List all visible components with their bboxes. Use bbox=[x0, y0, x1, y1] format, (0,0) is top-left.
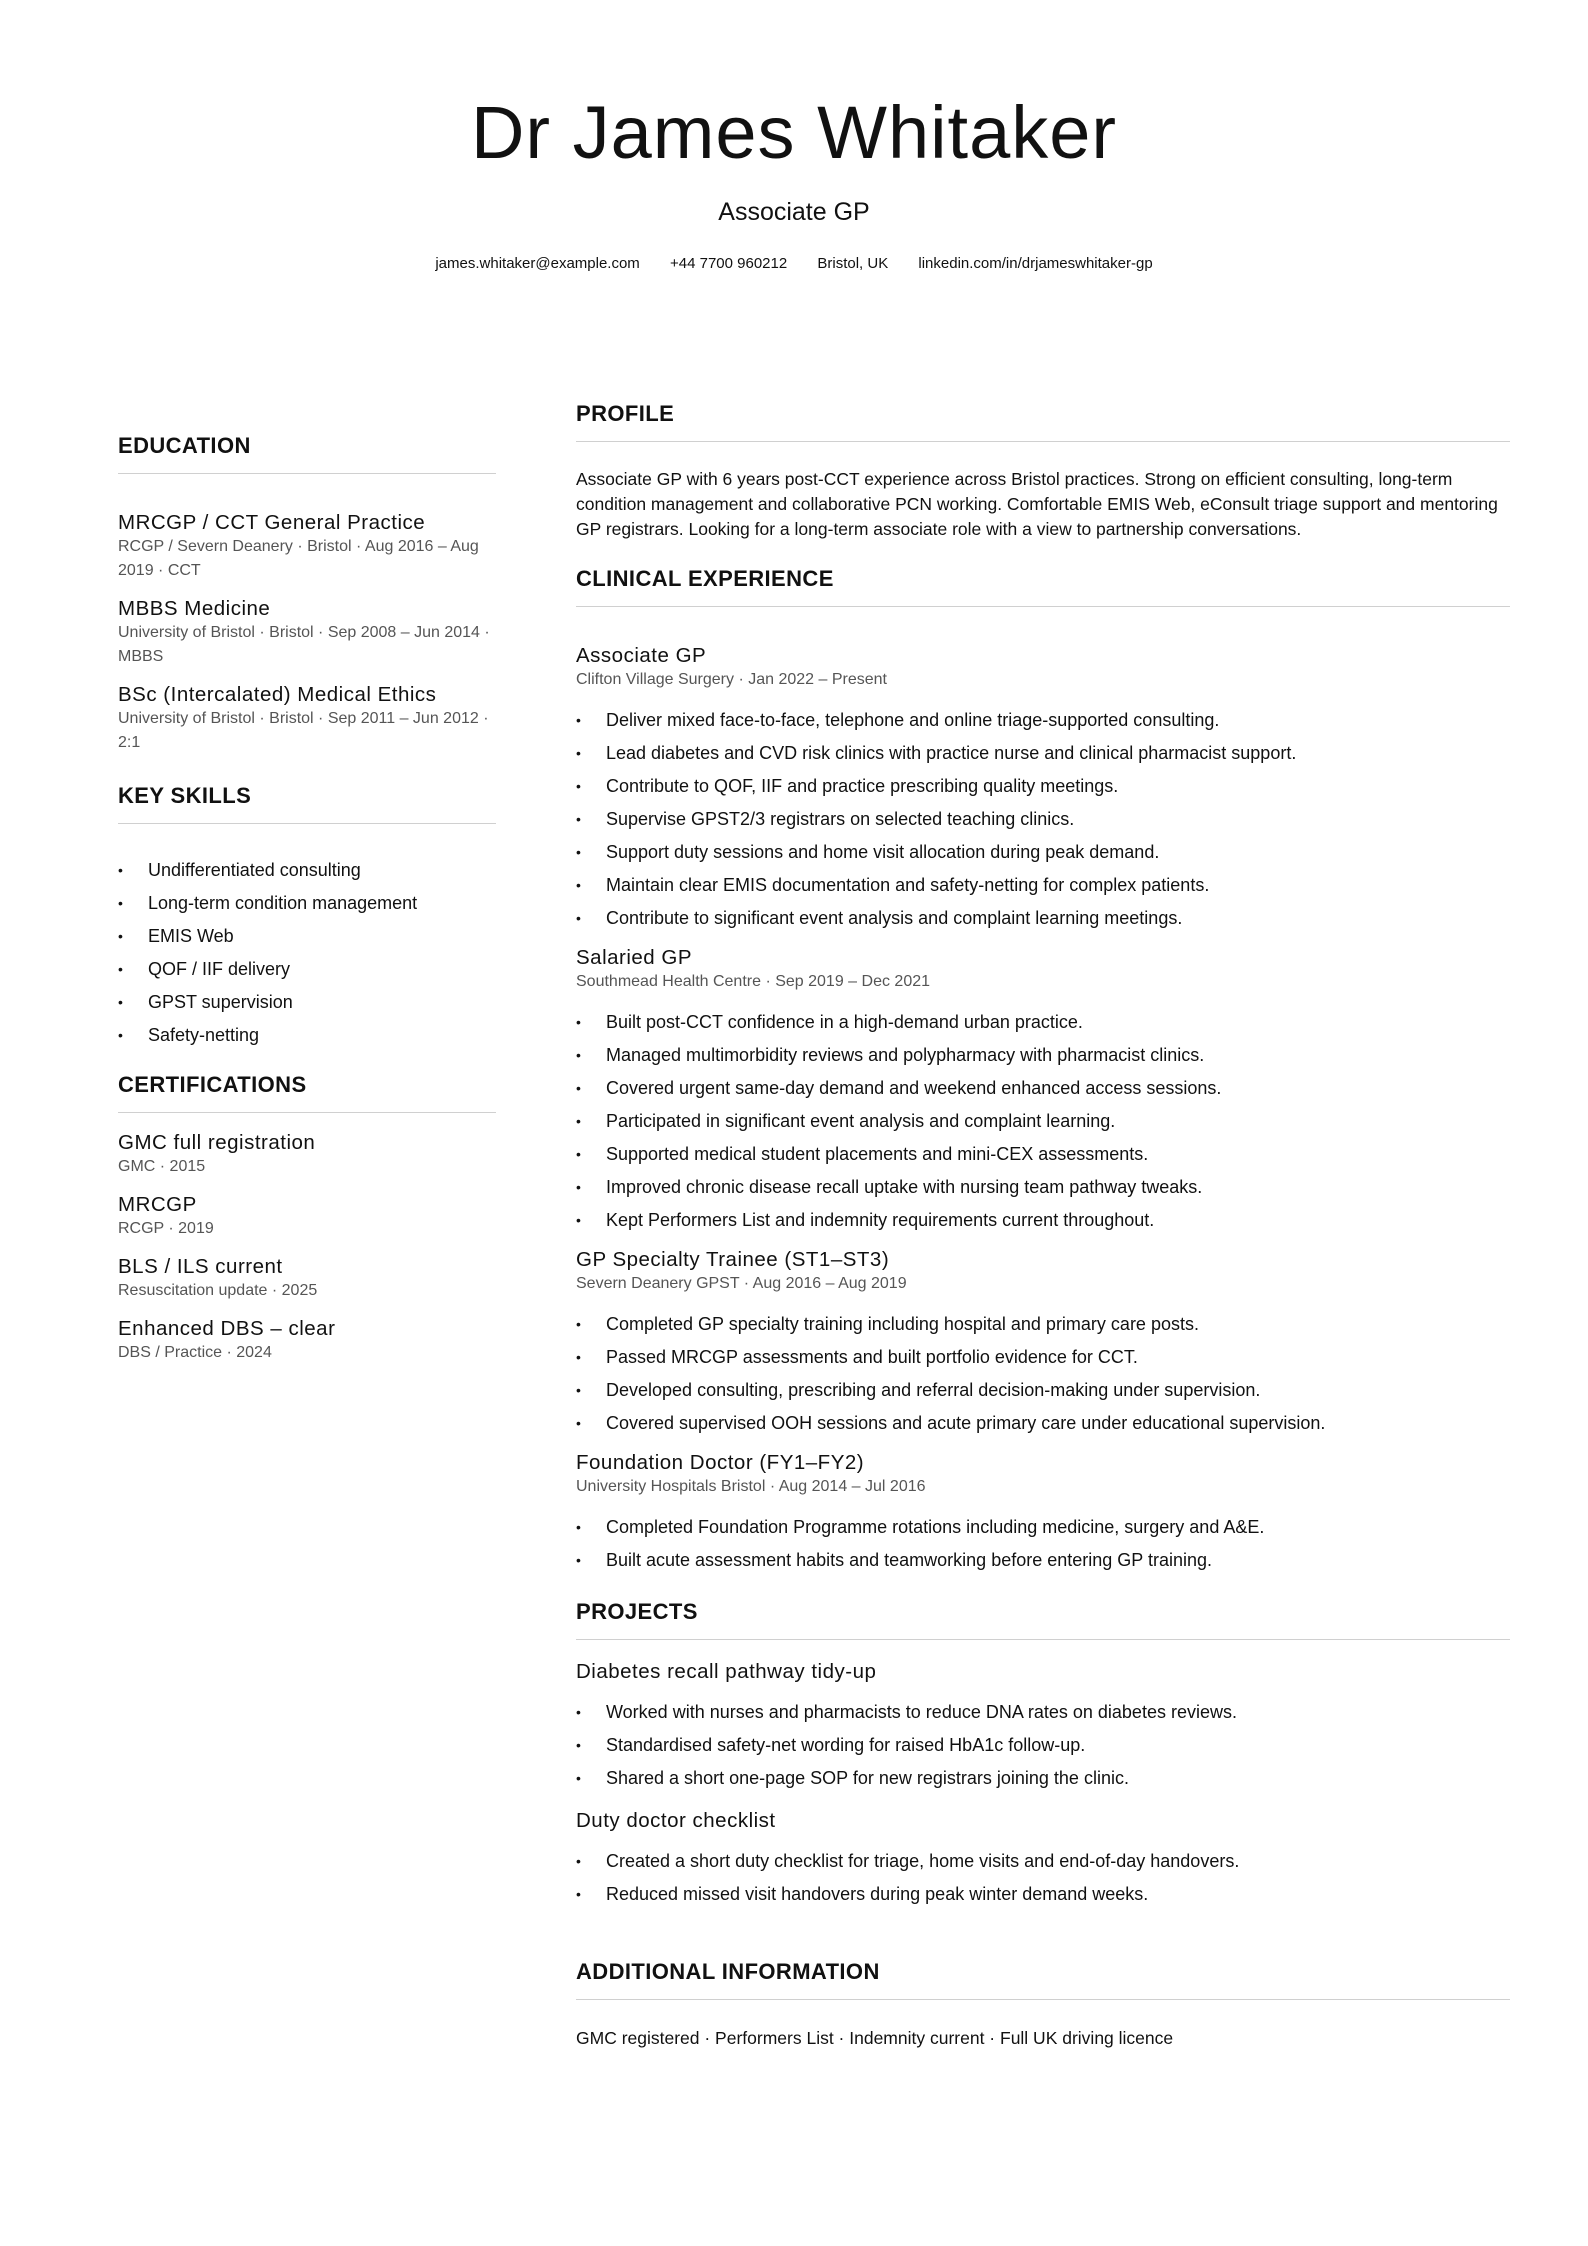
right-column bbox=[576, 401, 1510, 2051]
skill-item: • Safety-netting bbox=[118, 1019, 496, 1052]
section-heading: CERTIFICATIONS bbox=[118, 1072, 307, 1097]
certification-detail: GMC · 2015 bbox=[118, 1158, 206, 1175]
education-item bbox=[118, 683, 496, 755]
additional-text: GMC registered · Performers List · Indemnity current · Full UK driving licence bbox=[576, 2028, 1174, 2048]
project-bullet: • Created a short duty checklist for triage, home visits and end-of-day handovers. bbox=[576, 1845, 1510, 1878]
section-heading: ADDITIONAL INFORMATION bbox=[576, 1959, 880, 1984]
section-heading: EDUCATION bbox=[118, 433, 251, 458]
section-heading: KEY SKILLS bbox=[118, 783, 252, 808]
job-bullet: • Covered urgent same-day demand and weekend enhanced access sessions. bbox=[576, 1072, 1510, 1105]
certification-item bbox=[118, 1131, 496, 1179]
candidate-title: Associate GP bbox=[718, 198, 870, 226]
skills-section bbox=[118, 783, 496, 1052]
education-detail: University of Bristol · Bristol · Sep 2011 – Jun 2012 · 2:1 bbox=[118, 710, 489, 751]
job-bullet: • Built post-CCT confidence in a high-demand urban practice. bbox=[576, 1006, 1510, 1039]
job-bullets bbox=[576, 1511, 1510, 1577]
certifications-section bbox=[118, 1072, 496, 1365]
project-bullet: • Shared a short one-page SOP for new registrars joining the clinic. bbox=[576, 1762, 1510, 1795]
job-title: Foundation Doctor (FY1–FY2) bbox=[576, 1451, 865, 1474]
certification-item bbox=[118, 1317, 496, 1365]
section-heading: PROFILE bbox=[576, 401, 675, 426]
project-bullet: • Reduced missed visit handovers during peak winter demand weeks. bbox=[576, 1878, 1510, 1911]
skill-item: • Long-term condition management bbox=[118, 887, 496, 920]
education-section bbox=[118, 433, 496, 755]
project-entry bbox=[576, 1809, 1510, 1911]
contact-linkedin[interactable]: linkedin.com/in/drjameswhitaker-gp bbox=[918, 255, 1153, 272]
contact-location: Bristol, UK bbox=[817, 255, 889, 272]
experience-section bbox=[576, 566, 1510, 1577]
project-bullet: • Worked with nurses and pharmacists to reduce DNA rates on diabetes reviews. bbox=[576, 1696, 1510, 1729]
education-title: BSc (Intercalated) Medical Ethics bbox=[118, 683, 437, 706]
certification-title: Enhanced DBS – clear bbox=[118, 1317, 336, 1340]
contact-phone: +44 7700 960212 bbox=[669, 255, 788, 272]
job-bullet: • Covered supervised OOH sessions and acute primary care under educational supervision. bbox=[576, 1407, 1510, 1440]
job-bullet: • Maintain clear EMIS documentation and safety-netting for complex patients. bbox=[576, 869, 1510, 902]
skills-list bbox=[118, 854, 496, 1052]
job-bullet: • Contribute to significant event analysis and complaint learning meetings. bbox=[576, 902, 1510, 935]
job-entry bbox=[576, 1451, 1510, 1577]
contact-line bbox=[0, 255, 1588, 272]
job-meta: University Hospitals Bristol · Aug 2014 – Jul 2016 bbox=[576, 1478, 926, 1495]
job-meta: Clifton Village Surgery · Jan 2022 – Present bbox=[576, 671, 887, 688]
contact-email[interactable]: james.whitaker@example.com bbox=[435, 255, 640, 272]
job-entry bbox=[576, 1248, 1510, 1440]
skill-item: • EMIS Web bbox=[118, 920, 496, 953]
job-bullet: • Lead diabetes and CVD risk clinics with practice nurse and clinical pharmacist support. bbox=[576, 737, 1510, 770]
certification-item bbox=[118, 1193, 496, 1241]
project-title: Duty doctor checklist bbox=[576, 1809, 776, 1832]
education-item bbox=[118, 597, 496, 669]
job-bullet: • Completed GP specialty training including hospital and primary care posts. bbox=[576, 1308, 1510, 1341]
job-bullet: • Completed Foundation Programme rotations including medicine, surgery and A&E. bbox=[576, 1511, 1510, 1544]
profile-text: Associate GP with 6 years post-CCT experience across Bristol practices. Strong on efficient consulting, long-term condition management and collaborative PCN working. Comfortable EMIS Web, eConsult triage support and mentoring GP registrars. Looking for a long-term associate role with a view to partnership conversations. bbox=[576, 469, 1498, 539]
job-bullet: • Kept Performers List and indemnity requirements current throughout. bbox=[576, 1204, 1510, 1237]
project-bullets bbox=[576, 1845, 1510, 1911]
job-bullet: • Developed consulting, prescribing and referral decision-making under supervision. bbox=[576, 1374, 1510, 1407]
certification-title: BLS / ILS current bbox=[118, 1255, 283, 1278]
certification-detail: Resuscitation update · 2025 bbox=[118, 1282, 318, 1299]
skill-item: • QOF / IIF delivery bbox=[118, 953, 496, 986]
job-bullet: • Passed MRCGP assessments and built portfolio evidence for CCT. bbox=[576, 1341, 1510, 1374]
job-title: Associate GP bbox=[576, 644, 707, 667]
job-bullets bbox=[576, 704, 1510, 935]
job-entry bbox=[576, 946, 1510, 1237]
education-title: MBBS Medicine bbox=[118, 597, 271, 620]
section-heading: PROJECTS bbox=[576, 1599, 698, 1624]
left-column bbox=[118, 433, 496, 1365]
job-bullet: • Supervise GPST2/3 registrars on selected teaching clinics. bbox=[576, 803, 1510, 836]
candidate-name: Dr James Whitaker bbox=[470, 91, 1118, 174]
job-title: Salaried GP bbox=[576, 946, 693, 969]
job-bullets bbox=[576, 1308, 1510, 1440]
certification-title: GMC full registration bbox=[118, 1131, 316, 1154]
certification-detail: DBS / Practice · 2024 bbox=[118, 1344, 272, 1361]
additional-section bbox=[576, 1959, 1510, 2051]
project-bullet: • Standardised safety-net wording for raised HbA1c follow-up. bbox=[576, 1729, 1510, 1762]
education-item bbox=[118, 511, 496, 583]
education-detail: RCGP / Severn Deanery · Bristol · Aug 2016 – Aug 2019 · CCT bbox=[118, 538, 479, 579]
job-meta: Southmead Health Centre · Sep 2019 – Dec 2021 bbox=[576, 973, 931, 990]
job-meta: Severn Deanery GPST · Aug 2016 – Aug 2019 bbox=[576, 1275, 907, 1292]
project-title: Diabetes recall pathway tidy-up bbox=[576, 1660, 877, 1683]
job-bullet: • Support duty sessions and home visit allocation during peak demand. bbox=[576, 836, 1510, 869]
profile-section bbox=[576, 401, 1510, 542]
education-detail: University of Bristol · Bristol · Sep 2008 – Jun 2014 · MBBS bbox=[118, 624, 490, 665]
job-bullets bbox=[576, 1006, 1510, 1237]
job-bullet: • Contribute to QOF, IIF and practice prescribing quality meetings. bbox=[576, 770, 1510, 803]
certification-detail: RCGP · 2019 bbox=[118, 1220, 214, 1237]
job-bullet: • Improved chronic disease recall uptake with nursing team pathway tweaks. bbox=[576, 1171, 1510, 1204]
education-title: MRCGP / CCT General Practice bbox=[118, 511, 426, 534]
certification-title: MRCGP bbox=[118, 1193, 197, 1216]
section-heading: CLINICAL EXPERIENCE bbox=[576, 566, 834, 591]
job-bullet: • Deliver mixed face-to-face, telephone and online triage-supported consulting. bbox=[576, 704, 1510, 737]
job-bullet: • Managed multimorbidity reviews and polypharmacy with pharmacist clinics. bbox=[576, 1039, 1510, 1072]
project-entry bbox=[576, 1660, 1510, 1795]
job-title: GP Specialty Trainee (ST1–ST3) bbox=[576, 1248, 890, 1271]
projects-section bbox=[576, 1599, 1510, 1911]
certification-item bbox=[118, 1255, 496, 1303]
skill-item: • GPST supervision bbox=[118, 986, 496, 1019]
project-bullets bbox=[576, 1696, 1510, 1795]
skill-item: • Undifferentiated consulting bbox=[118, 854, 496, 887]
job-bullet: • Participated in significant event analysis and complaint learning. bbox=[576, 1105, 1510, 1138]
job-entry bbox=[576, 644, 1510, 935]
job-bullet: • Supported medical student placements and mini-CEX assessments. bbox=[576, 1138, 1510, 1171]
job-bullet: • Built acute assessment habits and teamworking before entering GP training. bbox=[576, 1544, 1510, 1577]
